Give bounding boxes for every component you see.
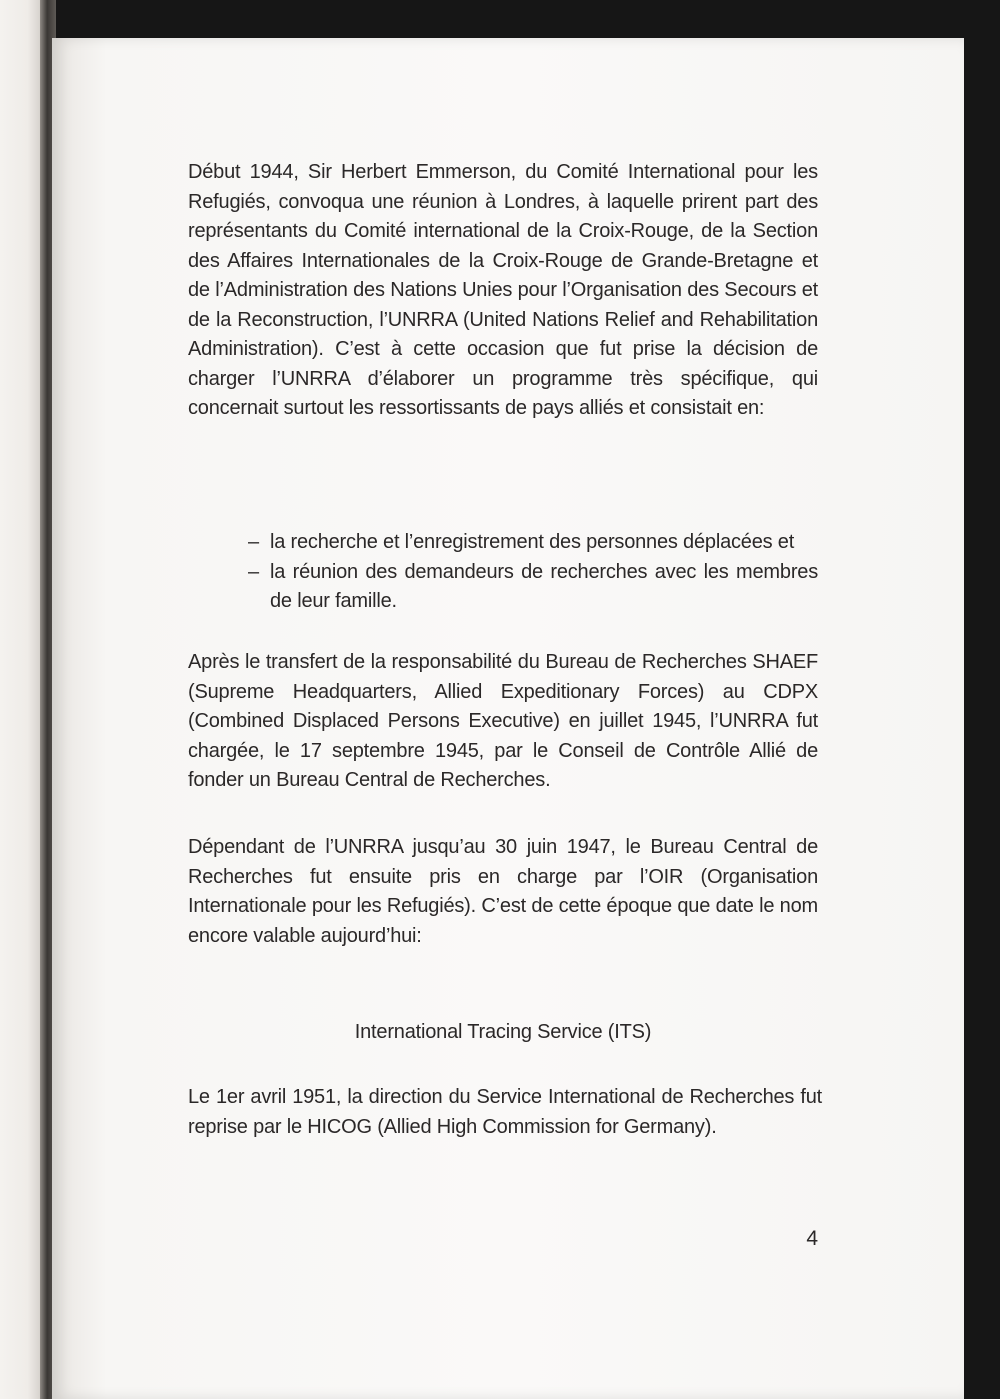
paragraph-hicog: Le 1er avril 1951, la direction du Service International de Recherches fut reprise par le HICOG (Allied High Commission for Germany). [188,1086,822,1138]
document-page [52,38,964,1399]
centered-service-name: International Tracing Service (ITS) [354,1021,652,1043]
bullet-list [248,528,818,617]
paragraph-intro: Début 1944, Sir Herbert Emmerson, du Comité International pour les Refugiés, convoqua une réunion à Londres, à laquelle prirent part des représentants du Comité international de la Croix-Rouge, de la Section des Affaires Internationales de la Croix-Rouge de Grande-Bretagne et de l’Administration des Nations Unies pour l’Organisation des Secours et de la Reconstruction, l’UNRRA (United Nations Relief and Rehabilitation Administration). C’est à cette occasion que fut prise la décision de charger l’UNRRA d’élaborer un programme très spécifique, qui concernait surtout les ressortissants de pays alliés et consistait en: [188,161,818,419]
bullet-dash: – [248,531,259,553]
page-number: 4 [806,1227,818,1250]
bullet-item [248,528,818,558]
bullet-text: la recherche et l’enregistrement des personnes déplacées et [270,531,795,553]
paragraph-oir: Dépendant de l’UNRRA jusqu’au 30 juin 1947, le Bureau Central de Recherches fut ensuite pris en charge par l’OIR (Organisation Internationale pour les Refugiés). C’est de cette époque que date le nom encore valable aujourd’hui: [188,836,818,947]
paragraph-transfer: Après le transfert de la responsabilité du Bureau de Recherches SHAEF (Supreme Headquarters, Allied Expeditionary Forces) au CDPX (Combined Displaced Persons Executive) en juillet 1945, l’UNRRA fut chargée, le 17 septembre 1945, par le Conseil de Contrôle Allié de fonder un Bureau Central de Recherches. [188,651,818,791]
bullet-text: la réunion des demandeurs de recherches avec les membres de leur famille. [270,560,818,612]
bullet-item [248,558,818,617]
bullet-dash: – [248,560,259,583]
